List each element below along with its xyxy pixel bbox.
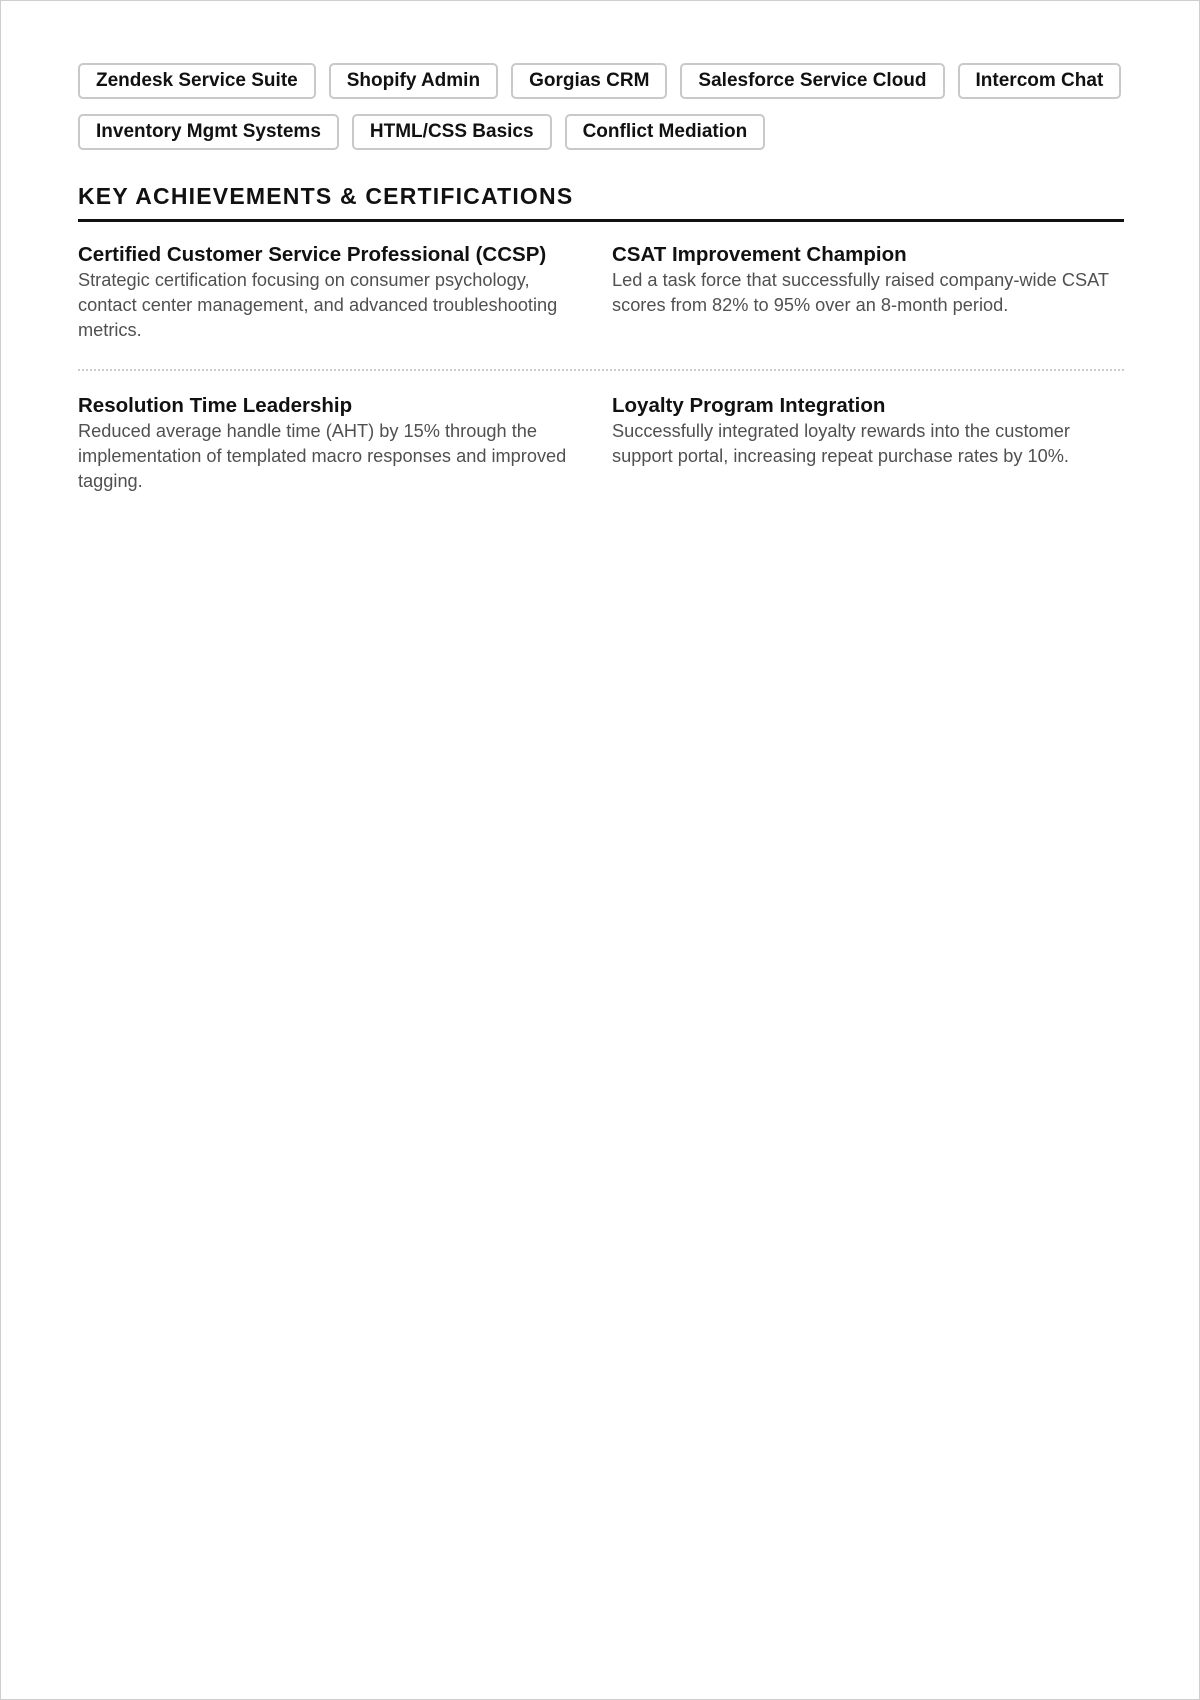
- skill-tag: HTML/CSS Basics: [352, 114, 552, 150]
- achievement-title: Certified Customer Service Professional (CCSP): [78, 243, 547, 266]
- skill-tag: Shopify Admin: [329, 63, 498, 99]
- achievement-item: [78, 242, 576, 343]
- achievement-description: Reduced average handle time (AHT) by 15% through the implementation of templated macro responses and improved tagging.: [78, 421, 567, 491]
- achievement-row: [78, 222, 1124, 371]
- resume-content: [78, 63, 1124, 494]
- skill-tag: Zendesk Service Suite: [78, 63, 316, 99]
- skill-tag: Salesforce Service Cloud: [680, 63, 944, 99]
- achievement-item: [78, 393, 576, 494]
- skills-tags: [78, 63, 1124, 150]
- achievements-heading: KEY ACHIEVEMENTS & CERTIFICATIONS: [78, 183, 1124, 222]
- achievement-description: Successfully integrated loyalty rewards into the customer support portal, increasing repeat purchase rates by 10%.: [612, 421, 1070, 466]
- achievement-item: [612, 242, 1124, 343]
- achievement-description: Strategic certification focusing on consumer psychology, contact center management, and advanced troubleshooting metrics.: [78, 270, 558, 340]
- achievements-section: [78, 183, 1124, 494]
- skill-tag: Inventory Mgmt Systems: [78, 114, 339, 150]
- skill-tag: Conflict Mediation: [565, 114, 766, 150]
- achievement-title: Resolution Time Leadership: [78, 394, 353, 417]
- achievement-title: CSAT Improvement Champion: [612, 243, 907, 266]
- achievement-item: [612, 393, 1124, 494]
- achievement-row: [78, 371, 1124, 494]
- achievement-title: Loyalty Program Integration: [612, 394, 886, 417]
- skill-tag: Gorgias CRM: [511, 63, 667, 99]
- skill-tag: Intercom Chat: [958, 63, 1122, 99]
- achievement-description: Led a task force that successfully raised company-wide CSAT scores from 82% to 95% over an 8-month period.: [612, 270, 1109, 315]
